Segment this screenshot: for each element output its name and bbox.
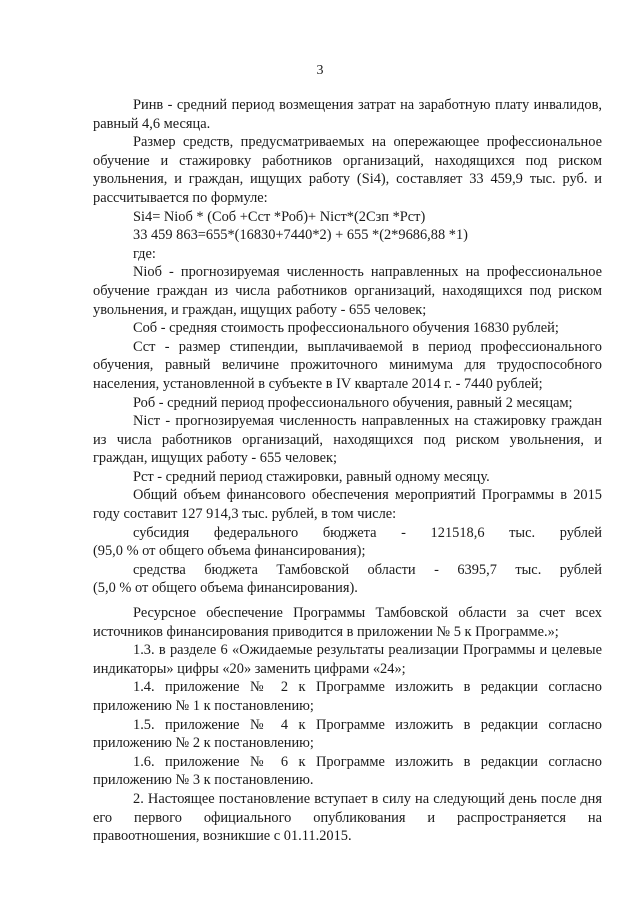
formula-si4-values: 33 459 863=655*(16830+7440*2) + 655 *(2*9686,88 *1) — [133, 227, 468, 244]
document-body — [93, 96, 602, 846]
item-1-5: 1.5. приложение № 4 к Программе изложить в редакции согласно приложению № 2 к постановлению; — [93, 716, 602, 752]
definition-nist: Niст - прогнозируемая численность направленных на стажировку граждан из числа работников организаций, находящихся под риском увольнения, и граждан, ищущих работу - 655 человек; — [93, 413, 602, 467]
page-number: 3 — [316, 63, 324, 78]
funding-word: рублей — [559, 561, 602, 578]
item-1-6: 1.6. приложение № 6 к Программе изложить в редакции согласно приложению № 3 к постановлению. — [93, 753, 602, 789]
funding-word: - — [434, 561, 439, 578]
funding-word: рублей — [559, 524, 602, 541]
definition-niob: Nioб - прогнозируемая численность направленных на профессиональное обучение граждан из числа работников организаций, находящихся под риском увольнения, и граждан, ищущих работу - 655 человек; — [93, 264, 602, 318]
definition-rst: Рст - средний период стажировки, равный одному месяцу. — [133, 468, 490, 485]
funding-word: Тамбовской — [276, 561, 350, 578]
funding-word: бюджета — [204, 561, 258, 578]
item-1-4: 1.4. приложение № 2 к Программе изложить в редакции согласно приложению № 1 к постановлению; — [93, 679, 602, 714]
paragraph-total-funding: Общий объем финансового обеспечения мероприятий Программы в 2015 году составит 127 914,3 тыс. рублей, в том числе: — [93, 487, 602, 523]
definition-sst: Сст - размер стипендии, выплачиваемой в период профессионального обучения, равный величине прожиточного минимума для трудоспособного населения, установленной в субъекте в IV квартале 2014 г. - 7440 рублей; — [93, 338, 602, 392]
funding-word: субсидия — [133, 524, 190, 541]
paragraph-rinv: Ринв - средний период возмещения затрат на заработную плату инвалидов, равный 4,6 месяца. — [93, 97, 602, 132]
funding-word: - — [401, 524, 406, 541]
paragraph-resource: Ресурсное обеспечение Программы Тамбовской области за счет всех источников финансирования приводится в приложении № 5 к Программе.»; — [93, 605, 602, 640]
item-2: 2. Настоящее постановление вступает в силу на следующий день после дня его первого официального опубликования и распространяется на правоотношения, возникшие с 01.11.2015. — [93, 790, 602, 845]
item-1-3: 1.3. в разделе 6 «Ожидаемые результаты реализации Программы и целевые индикаторы» цифры «20» заменить цифрами «24»; — [93, 642, 602, 677]
definition-sob: Соб - средняя стоимость профессионального обучения 16830 рублей; — [133, 320, 559, 337]
definition-rob: Роб - средний период профессионального обучения, равный 2 месяцам; — [133, 394, 573, 411]
funding-regional-share: (5,0 % от общего объема финансирования). — [93, 580, 358, 597]
funding-regional-line — [93, 561, 602, 580]
funding-word: тыс. — [509, 524, 536, 541]
funding-word: тыс. — [515, 561, 542, 578]
funding-amount: 6395,7 — [457, 561, 497, 578]
formula-si4: Si4= Nioб * (Соб +Сст *Роб)+ Niст*(2Сзп *Рст) — [133, 208, 426, 225]
paragraph-si4-intro: Размер средств, предусматриваемых на опережающее профессиональное обучение и стажировку работников организаций, находящихся под риском увольнения, и граждан, ищущих работу (Si4), составляет 33 459,9 тыс. руб. и рассчитывается по формуле: — [93, 134, 602, 206]
funding-word: федерального — [213, 524, 299, 541]
funding-amount: 121518,6 — [430, 524, 485, 541]
funding-word: бюджета — [322, 524, 377, 541]
funding-word: средства — [133, 561, 186, 578]
funding-federal-share: (95,0 % от общего объема финансирования); — [93, 543, 366, 560]
funding-word: области — [367, 561, 416, 578]
where-label: где: — [133, 245, 156, 262]
funding-federal-line — [93, 524, 602, 543]
